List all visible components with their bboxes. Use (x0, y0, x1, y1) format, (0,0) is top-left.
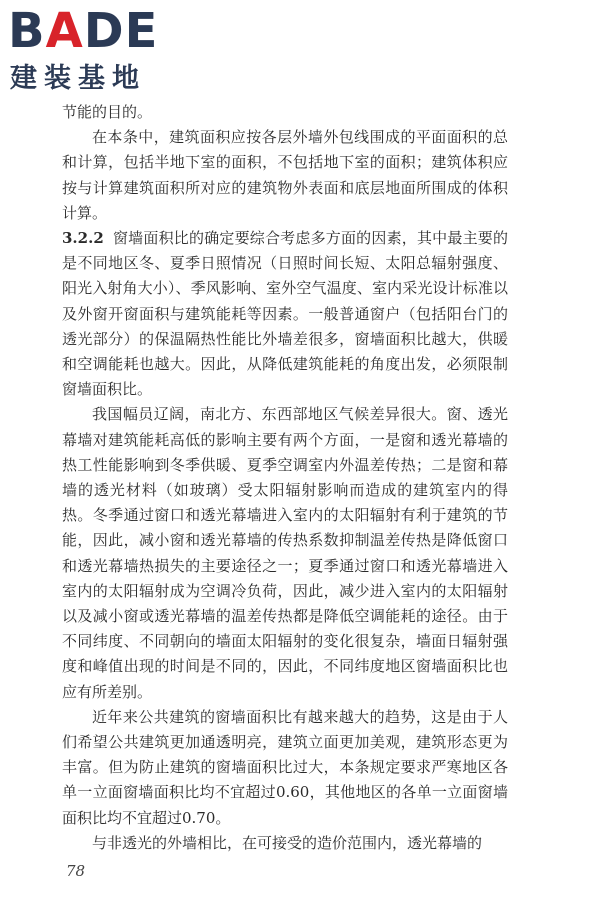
paragraph-5: 近年来公共建筑的窗墙面积比有越来越大的趋势，这是由于人们希望公共建筑更加通透明亮，建筑立面更加美观，建筑形态更为丰富。但为防止建筑的窗墙面积比过大，本条规定要求严寒地区各单一立面窗墙面积比均不宜超过0.60，其他地区的各单一立面窗墙面积比均不宜超过0.70。 (62, 707, 508, 827)
page-number: 78 (66, 862, 86, 880)
logo-letters-de: DE (83, 3, 159, 59)
bade-logo (8, 3, 178, 96)
logo-letter-a: A (45, 3, 84, 59)
document-body (62, 100, 508, 856)
logo-subtitle: 建装基地 (10, 63, 146, 94)
paragraph-1: 节能的目的。 (62, 103, 153, 121)
section-number: 3.2.2 (62, 229, 104, 248)
paragraph-2: 在本条中，建筑面积应按各层外墙外包线围成的平面面积的总和计算，包括半地下室的面积，不包括地下室的面积；建筑体积应按与计算建筑面积所对应的建筑物外表面和底层地面所围成的体积计算。 (62, 128, 508, 222)
section-text: 窗墙面积比的确定要综合考虑多方面的因素，其中最主要的是不同地区冬、夏季日照情况（日照时间长短、太阳总辐射强度、阳光入射角大小）、季风影响、室外空气温度、室内采光设计标准以及外窗开窗面积与建筑能耗等因素。一般普通窗户（包括阳台门的透光部分）的保温隔热性能比外墙差很多，窗墙面积比越大，供暖和空调能耗也越大。因此，从降低建筑能耗的角度出发，必须限制窗墙面积比。 (62, 229, 508, 399)
logo-letter-b: B (8, 3, 46, 59)
paragraph-3-2-2 (62, 226, 508, 402)
paragraph-6: 与非透光的外墙相比，在可接受的造价范围内，透光幕墙的 (92, 833, 483, 852)
paragraph-4: 我国幅员辽阔，南北方、东西部地区气候差异很大。窗、透光幕墙对建筑能耗高低的影响主要有两个方面，一是窗和透光幕墙的热工性能影响到冬季供暖、夏季空调室内外温差传热；二是窗和幕墙的透光材料（如玻璃）受太阳辐射影响而造成的建筑室内的得热。冬季通过窗口和透光幕墙进入室内的太阳辐射有利于建筑的节能，因此，减小窗和透光幕墙的传热系数抑制温差传热是降低窗口和透光幕墙热损失的主要途径之一；夏季通过窗口和透光幕墙进入室内的太阳辐射成为空调冷负荷，因此，减少进入室内的太阳辐射以及减小窗或透光幕墙的温差传热都是降低空调能耗的途径。由于不同纬度、不同朝向的墙面太阳辐射的变化很复杂，墙面日辐射强度和峰值出现的时间是不同的，因此，不同纬度地区窗墙面积比也应有所差别。 (62, 405, 508, 701)
logo-wordmark (8, 3, 159, 59)
